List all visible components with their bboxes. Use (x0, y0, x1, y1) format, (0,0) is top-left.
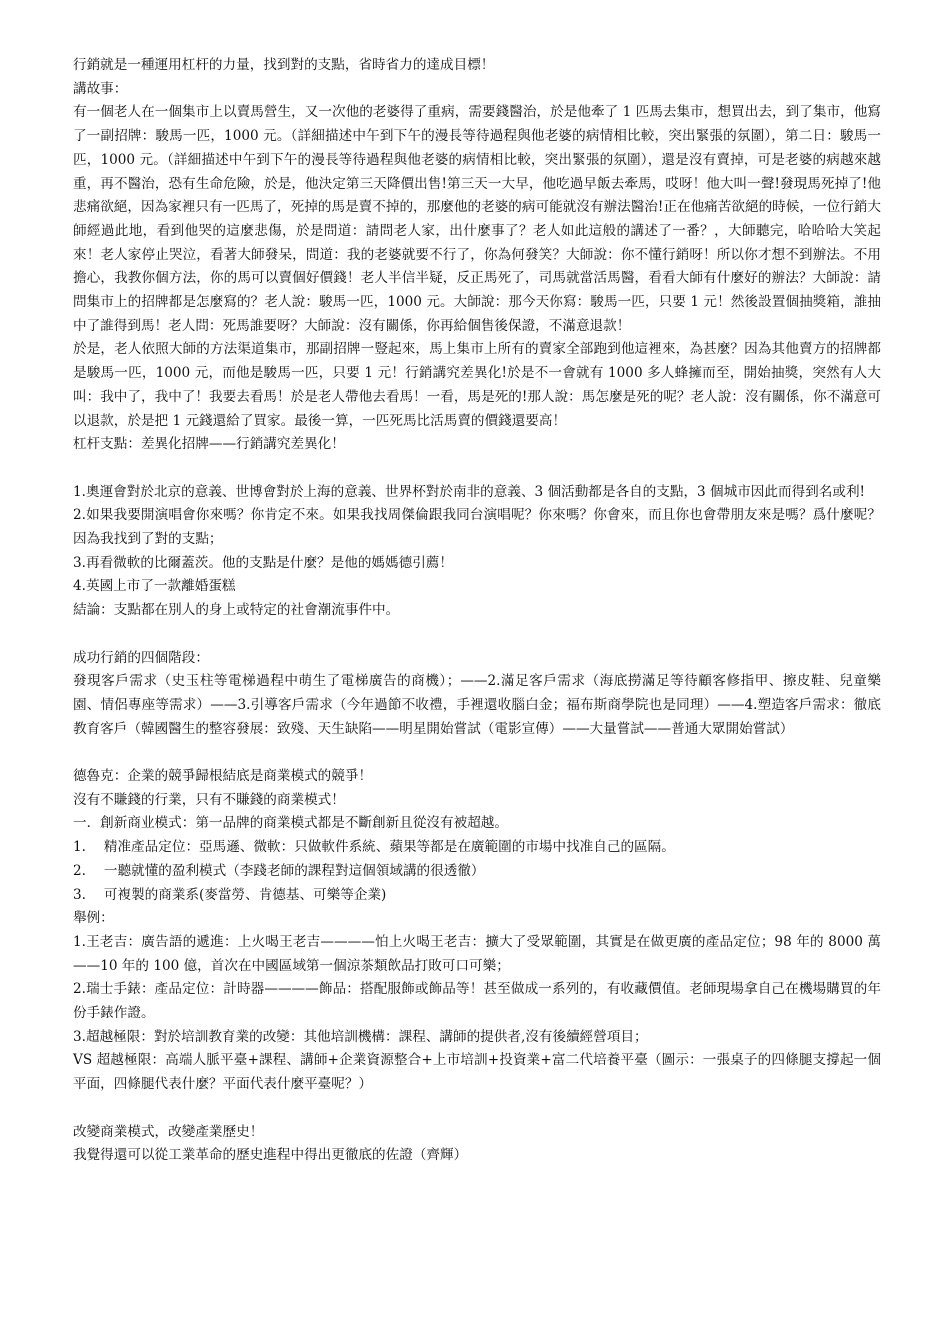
closing-statement: 改變商業模式，改變產業歷史！ (73, 1123, 264, 1140)
story-paragraph-2: 於是，老人依照大師的方法渠道集市，那副招牌一豎起來，馬上集市上所有的賣家全部跑到他這裡來，為甚麼？因為其他賣方的招牌都是駿馬一匹，1000 元，而他是駿馬一匹，只要 1 元！行銷講究差異化!於是不一會就有 1000 多人蜂擁而至，開始抽獎，突然有人大叫：我中了，我中了！我要去看馬！於是老人帶他去看馬！一看，馬是死的!那人說：馬怎麼是死的呢？老人說：沒有關係，你不滿意可以退款，於是把 1 元錢還給了買家。最後一算，一匹死馬比活馬賣的價錢還要高！ (73, 341, 881, 429)
story-conclusion: 杠杆支點：差異化招牌——行銷講究差異化！ (73, 436, 345, 453)
example-divorce-cake: 4.英國上市了一款離婚蛋糕 (73, 578, 236, 595)
example-wanglaoji: 1.王老吉：廣告語的遞進：上火喝王老吉————怕上火喝王老吉：擴大了受眾範圍，其實是在做更廣的產品定位；98 年的 8000 萬——10 年的 100 億，首次在中國區域第一個涼茶類飲品打敗可口可樂； (73, 933, 881, 974)
example-vs-beyond-limits: VS 超越極限：高端人脈平臺+課程、講師+企業資源整合+上市培訓+投資業+富二代培養平臺（圖示：一張桌子的四條腿支撐起一個平面，四條腿代表什麼？平面代表什麼平臺呢？） (73, 1052, 881, 1093)
list-item-replicable-system: 3. 可複製的商業系(麥當勞、肯德基、可樂等企業) (73, 886, 387, 903)
blank-line (73, 457, 881, 481)
fulcrum-conclusion: 結論：支點都在別人的身上或特定的社會潮流事件中。 (73, 602, 400, 619)
example-microsoft: 3.再看微軟的比爾蓋茨。他的支點是什麼？是他的媽媽德引薦！ (73, 554, 453, 571)
intro-definition: 行銷就是一種運用杠杆的力量，找到對的支點，省時省力的達成目標！ (73, 57, 495, 73)
business-model-statement: 沒有不賺錢的行業，只有不賺錢的商業模式！ (73, 791, 345, 808)
example-concert: 2.如果我要開演唱會你來嗎？你肯定不來。如果我找周傑倫跟我同台演唱呢？你來嗎？你會來，而且你也會帶朋友來是嗎？爲什麼呢？因為我找到了對的支點； (73, 507, 881, 548)
story-paragraph-1: 有一個老人在一個集市上以賣馬營生，又一次他的老婆得了重病，需要錢醫治，於是他牽了 1 匹馬去集市，想買出去，到了集市，他寫了一副招牌：駿馬一匹，1000 元。（詳細描述中午到下午的漫長等待過程與他老婆的病情相比較，突出緊張的氛圍），第二日：駿馬一匹，1000 元。（詳細描述中午到下午的漫長等待過程與他老婆的病情相比較，突出緊張的氛圍），還是沒有賣掉，可是老婆的病越來越重，再不醫治，恐有生命危險，於是，他決定第三天降價出售!第三天一大早，他吃過早飯去牽馬，哎呀！他大叫一聲!發現馬死掉了!他悲痛欲絕，因為家裡只有一匹馬了，死掉的馬是賣不掉的，那麼他的老婆的病可能就沒有辦法醫治!正在他痛苦欲絕的時候，一位行銷大師經過此地，看到他哭的這麼悲傷，於是問道：請問老人家，出什麼事了？老人如此這般的講述了一番？，大師聽完，哈哈哈大笑起來！老人家停止哭泣，看著大師發呆，問道：我的老婆就要不行了，你為何發笑？大師說：你不懂行銷呀！所以你才想不到辦法。不用擔心，我教你個方法，你的馬可以賣個好價錢！老人半信半疑，反正馬死了，司馬就當活馬醫，看看大師有什麼好的辦法？大師說：請問集市上的招牌都是怎麼寫的？老人說：駿馬一匹，1000 元。大師說：那今天你寫：駿馬一匹，只要 1 元！然後設置個抽獎箱，誰抽中了誰得到馬！老人問：死馬誰要呀？大師說：沒有關係，你再給個售後保證，不滿意退款！ (73, 104, 881, 334)
example-swiss-watch: 2.瑞士手錶：產品定位：計時器————飾品：搭配服飾或飾品等！甚至做成一系列的，有收藏價值。老師現場拿自己在機場購買的年份手錶作證。 (73, 981, 881, 1022)
drucker-quote: 德魯克：企業的競爭歸根結底是商業模式的競爭！ (73, 768, 373, 785)
document-page (73, 54, 881, 1168)
list-item-profit-model: 2. 一聽就懂的盈利模式（李踐老師的課程對這個領域講的很透徹） (73, 862, 485, 879)
story-heading: 講故事： (73, 80, 128, 97)
example-beyond-limits: 3.超越極限：對於培訓教育業的改變：其他培訓機構：課程、講師的提供者,沒有後續經營項目； (73, 1028, 648, 1045)
four-stages-heading: 成功行銷的四個階段： (73, 649, 209, 666)
four-stages-text: 發現客戶需求（史玉柱等電梯過程中萌生了電梯廣告的商機）；——2.滿足客戶需求（海底撈滿足等待顧客修指甲、擦皮鞋、兒童樂園、情侶專座等需求）——3.引導客戶需求（今年過節不收禮，手裡還收腦白金；福布斯商學院也是同理）——4.塑造客戶需求：徹底教育客戶（韓國醫生的整容發展：致殘、天生缺陷——明星開始嘗試（電影宣傳）——大量嘗試——普通大眾開始嘗試） (73, 673, 881, 737)
innovation-heading: 一．創新商业模式：第一品牌的商業模式都是不斷創新且從沒有被超越。 (73, 815, 508, 832)
blank-line (73, 741, 881, 765)
list-item-positioning: 1. 精准產品定位：亞馬遜、微軟：只做軟件系統、蘋果等都是在廣範圍的市場中找准自己的區隔。 (73, 839, 675, 856)
closing-note: 我覺得還可以從工業革命的歷史進程中得出更徹底的佐證（齊輝） (73, 1147, 468, 1164)
blank-line (73, 1097, 881, 1121)
blank-line (73, 623, 881, 647)
examples-heading: 舉例： (73, 910, 114, 927)
example-olympics: 1.奧運會對於北京的意義、世博會對於上海的意義、世界杯對於南非的意義、3 個活動都是各自的支點，3 個城市因此而得到名或利! (73, 483, 866, 500)
